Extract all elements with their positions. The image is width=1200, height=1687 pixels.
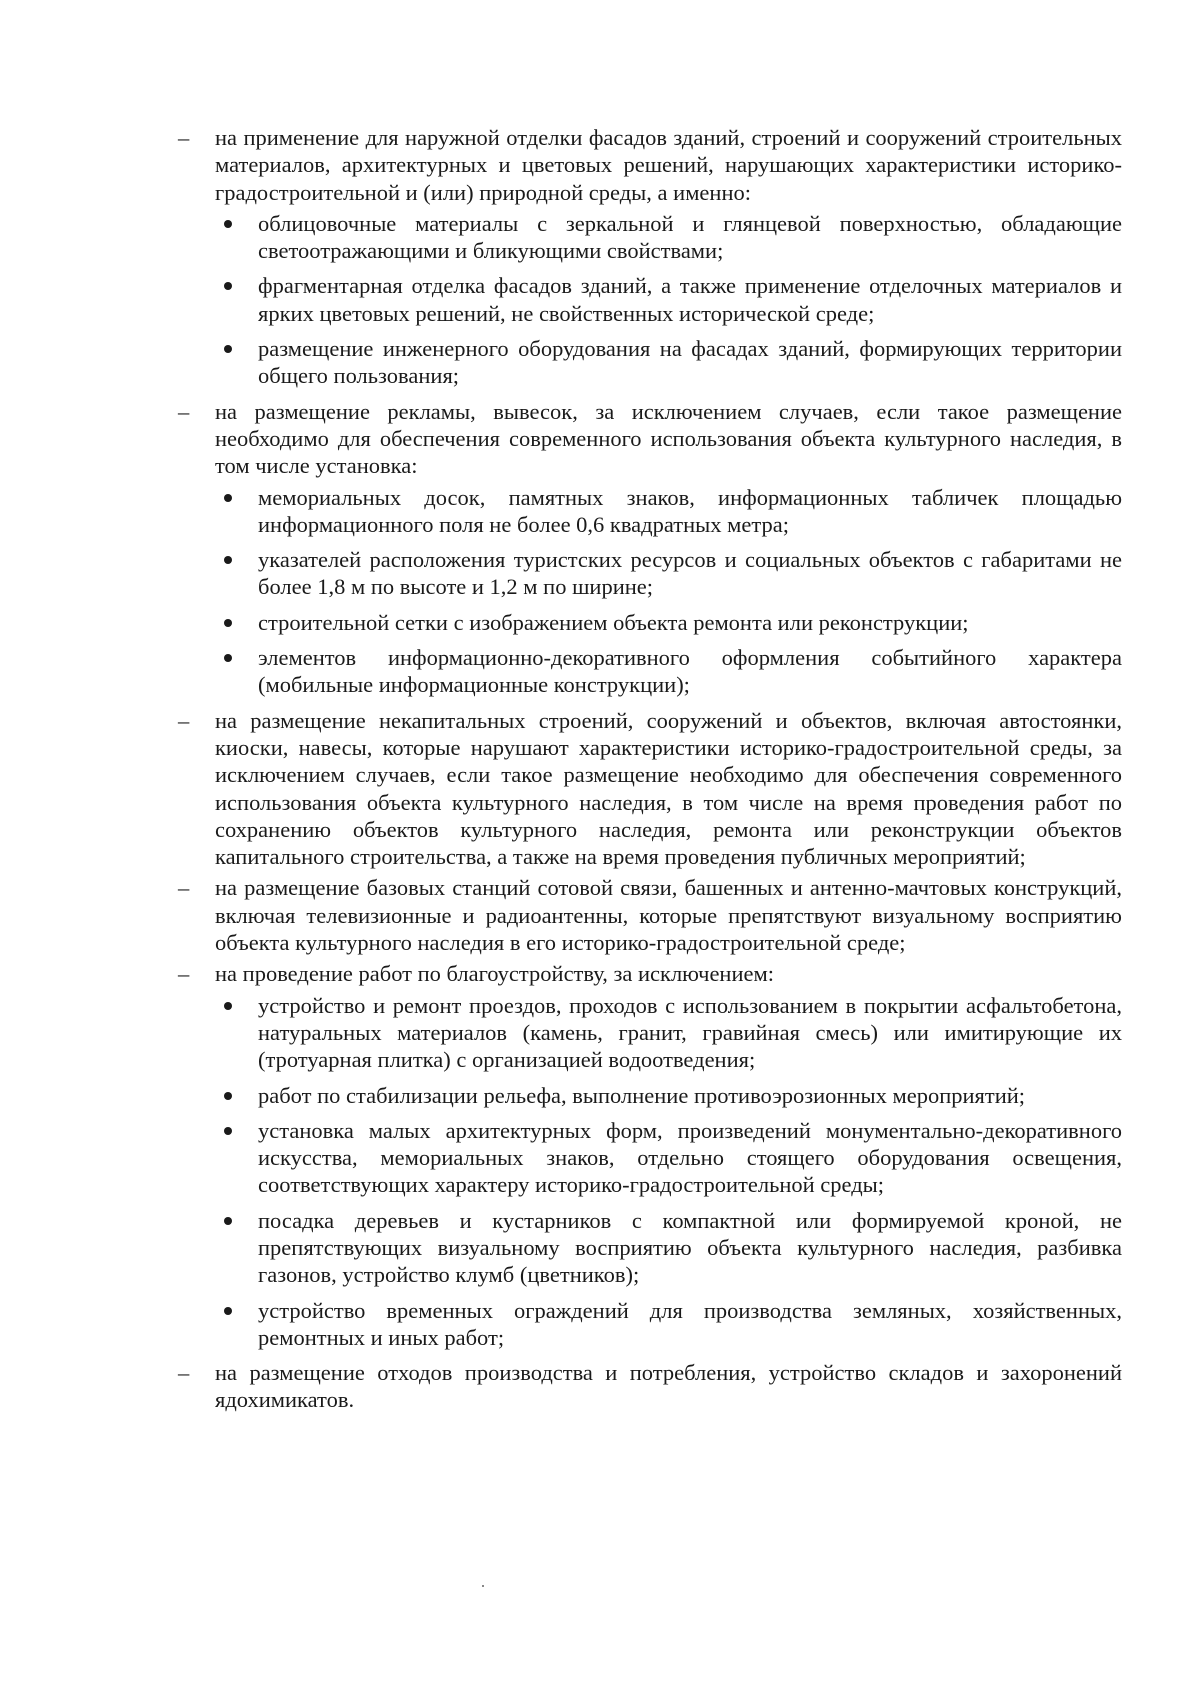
bullet-list [215, 210, 1122, 390]
restriction-item [178, 874, 1122, 956]
restriction-text: на размещение некапитальных строений, сооружений и объектов, включая автостоянки, киоски, навесы, которые нарушают характеристики историко-градостроительной среды, за исключением случаев, если такое размещение необходимо для обеспечения современного использования объекта культурного наследия, в том числе на время проведения работ по сохранению объектов культурного наследия, ремонта или реконструкции объектов капитального строительства, а также на время проведения публичных мероприятий; [215, 707, 1122, 870]
bullet-dot-icon [224, 1127, 232, 1135]
bullet-dot-icon [224, 345, 232, 353]
dash-marker: – [178, 707, 190, 733]
restriction-item [178, 124, 1122, 390]
bullet-list [215, 484, 1122, 699]
bullet-item [258, 1207, 1122, 1289]
bullet-item [258, 335, 1122, 390]
restriction-item [178, 960, 1122, 1351]
bullet-item [258, 992, 1122, 1074]
bullet-text: указателей расположения туристских ресурсов и социальных объектов с габаритами не более 1,8 м по высоте и 1,2 м по ширине; [258, 547, 1122, 600]
bullet-list [215, 992, 1122, 1352]
bullet-item [258, 1297, 1122, 1352]
bullet-item [258, 546, 1122, 601]
bullet-dot-icon [224, 1092, 232, 1100]
dash-marker: – [178, 398, 190, 424]
bullet-dot-icon [224, 1217, 232, 1225]
restriction-item [178, 707, 1122, 871]
bullet-text: фрагментарная отделка фасадов зданий, а также применение отделочных материалов и ярких цветовых решений, не свойственных исторической среде; [258, 273, 1122, 326]
restriction-item [178, 1359, 1122, 1414]
bullet-dot-icon [224, 556, 232, 564]
restriction-text: на применение для наружной отделки фасадов зданий, строений и сооружений строительных материалов, архитектурных и цветовых решений, нарушающих характеристики историко-градостроительной и (или) природной среды, а именно: [215, 125, 1122, 205]
bullet-text: облицовочные материалы с зеркальной и глянцевой поверхностью, обладающие светоотражающими и бликующими свойствами; [258, 210, 1122, 264]
restriction-text: на размещение базовых станций сотовой связи, башенных и антенно-мачтовых конструкций, включая телевизионные и радиоантенны, которые препятствуют визуальному восприятию объекта культурного наследия в его историко-градостроительной среде; [215, 875, 1122, 956]
bullet-dot-icon [224, 654, 232, 662]
bullet-dot-icon [224, 1002, 232, 1010]
bullet-text: устройство временных ограждений для производства земляных, хозяйственных, ремонтных и иных работ; [258, 1297, 1122, 1350]
bullet-text: работ по стабилизации рельефа, выполнение противоэрозионных мероприятий; [258, 1082, 1026, 1108]
bullet-item [258, 644, 1122, 699]
bullet-text: размещение инженерного оборудования на фасадах зданий, формирующих территории общего пользования; [258, 336, 1122, 389]
bullet-text: строительной сетки с изображением объекта ремонта или реконструкции; [258, 609, 969, 635]
bullet-text: мемориальных досок, памятных знаков, информационных табличек площадью информационного поля не более 0,6 квадратных метра; [258, 484, 1122, 537]
bullet-text: устройство и ремонт проездов, проходов с использованием в покрытии асфальтобетона, натуральных материалов (камень, гранит, гравийная смесь) или имитирующие их (тротуарная плитка) с организацией водоотведения; [258, 992, 1122, 1073]
restriction-item [178, 398, 1122, 699]
restriction-text: на размещение рекламы, вывесок, за исключением случаев, если такое размещение необходимо для обеспечения современного использования объекта культурного наследия, в том числе установка: [215, 398, 1122, 479]
bullet-text: установка малых архитектурных форм, произведений монументально-декоративного искусства, мемориальных знаков, отдельно стоящего оборудования освещения, соответствующих характеру историко-градостроительной среды; [258, 1117, 1122, 1198]
dash-marker: – [178, 125, 190, 150]
bullet-item [258, 210, 1122, 265]
bullet-text: элементов информационно-декоративного оформления событийного характера (мобильные информационные конструкции); [258, 645, 1122, 698]
bullet-item [258, 484, 1122, 539]
bullet-dot-icon [224, 619, 232, 627]
restriction-text: на проведение работ по благоустройству, за исключением: [215, 961, 774, 987]
dash-marker: – [178, 1360, 190, 1386]
bullet-dot-icon [224, 220, 232, 228]
bullet-item [258, 609, 1122, 636]
dash-marker: – [178, 875, 190, 901]
bullet-dot-icon [224, 1307, 232, 1315]
bullet-item [258, 272, 1122, 327]
bullet-dot-icon [224, 282, 232, 290]
bullet-text: посадка деревьев и кустарников с компактной или формируемой кроной, не препятствующих визуальному восприятию объекта культурного наследия, разбивка газонов, устройство клумб (цветников); [258, 1207, 1122, 1288]
restriction-text: на размещение отходов производства и потребления, устройство складов и захоронений ядохимикатов. [215, 1360, 1122, 1413]
bullet-item [258, 1117, 1122, 1199]
bullet-dot-icon [224, 494, 232, 502]
bullet-item [258, 1082, 1122, 1109]
document-body [178, 124, 1122, 1418]
scan-speck [482, 1585, 484, 1587]
dash-marker: – [178, 961, 190, 987]
